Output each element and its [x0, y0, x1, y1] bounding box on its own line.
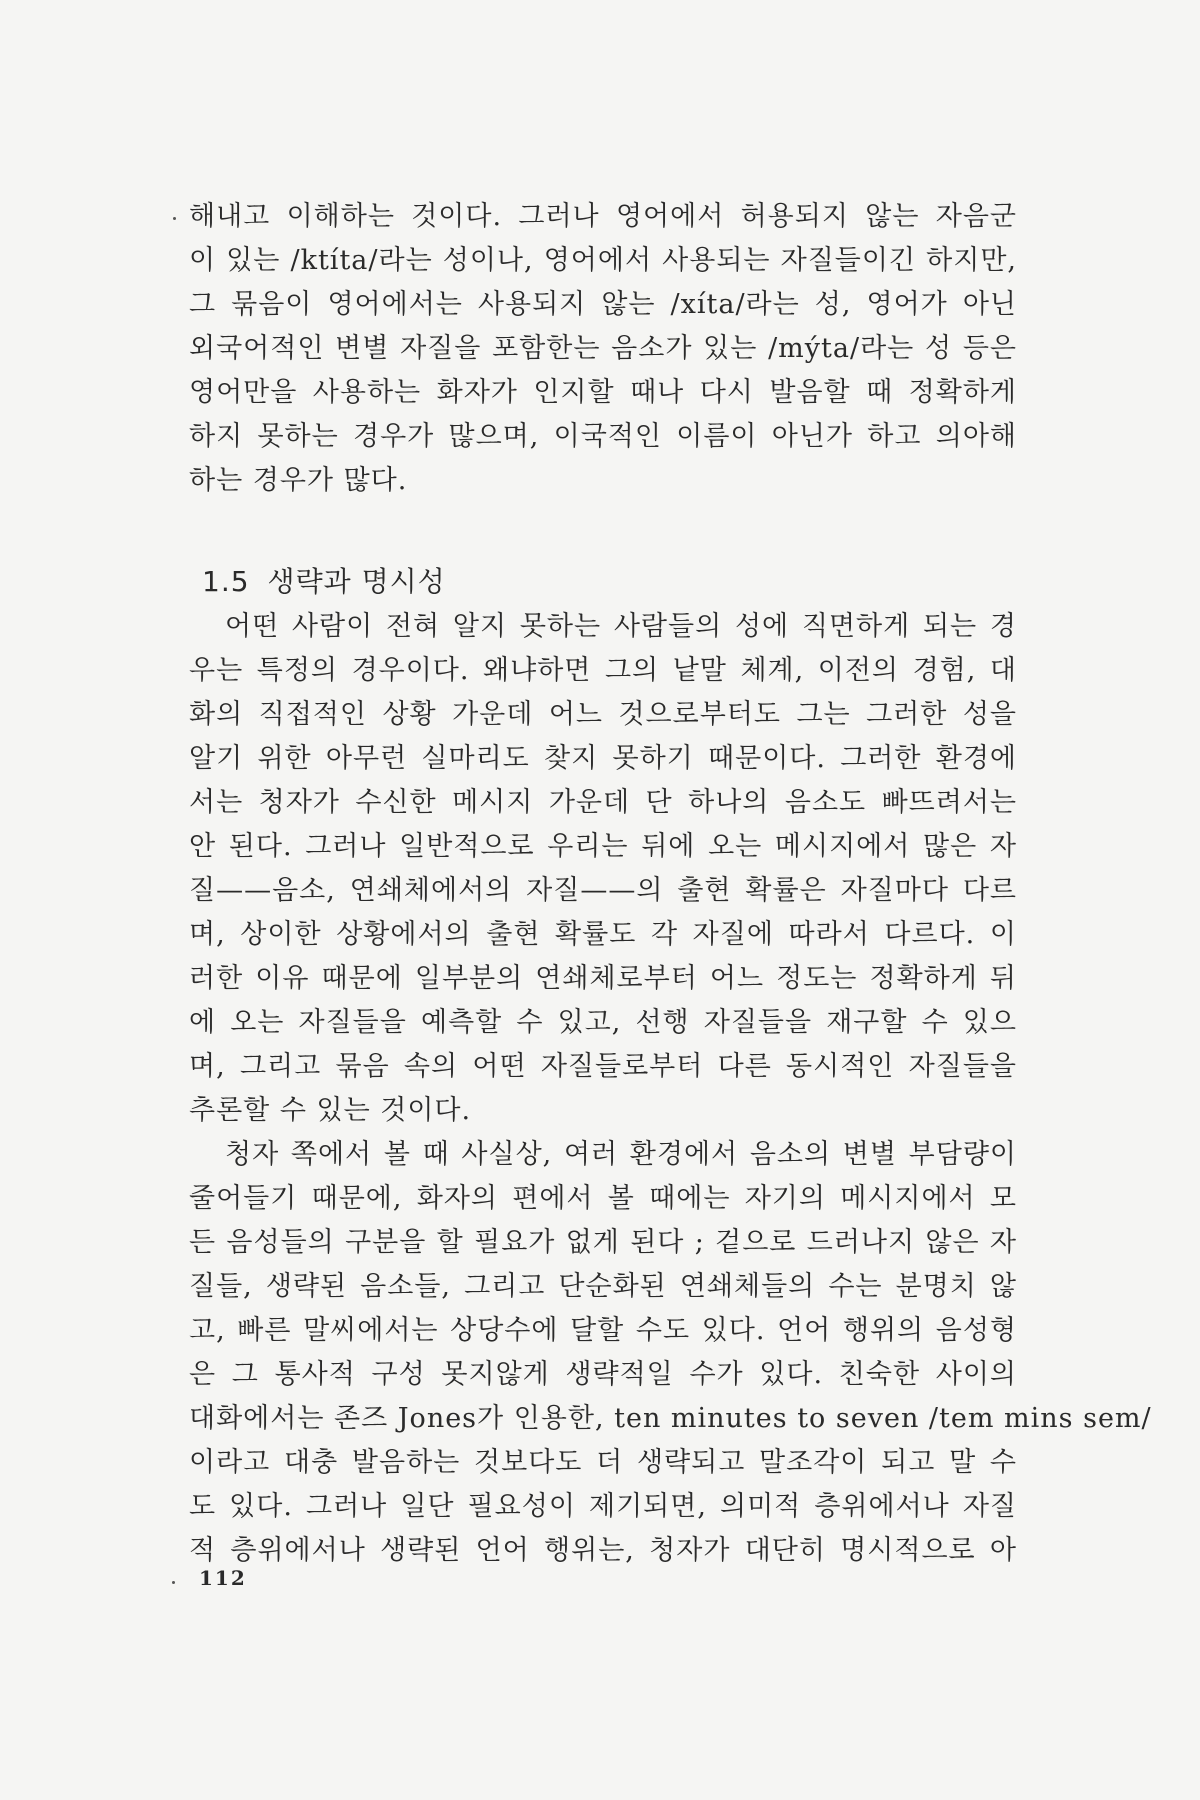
margin-dot: [172, 1581, 175, 1584]
text-line: 도 있다. 그러나 일단 필요성이 제기되면, 의미적 층위에서나 자질: [189, 1491, 1017, 1522]
text-line: 질——음소, 연쇄체에서의 자질——의 출현 확률은 자질마다 다르: [189, 875, 1017, 906]
text-line: 며, 그리고 묶음 속의 어떤 자질들로부터 다른 동시적인 자질들을: [189, 1051, 1017, 1082]
text-line: 고, 빠른 말씨에서는 상당수에 달할 수도 있다. 언어 행위의 음성형: [189, 1315, 1017, 1346]
text-line: 외국어적인 변별 자질을 포함한는 음소가 있는 /mýta/라는 성 등은: [189, 333, 1017, 364]
section-title: 생략과 명시성: [267, 565, 446, 598]
paragraph-2: [189, 605, 1017, 1133]
text-line: 그 묶음이 영어에서는 사용되지 않는 /xíta/라는 성, 영어가 아닌: [189, 289, 1017, 320]
section-heading: [202, 560, 446, 600]
text-line: 알기 위한 아무런 실마리도 찾지 못하기 때문이다. 그러한 환경에: [189, 743, 1017, 774]
text-line: 영어만을 사용하는 화자가 인지할 때나 다시 발음할 때 정확하게: [189, 377, 1017, 408]
margin-dot: [173, 217, 176, 220]
text-line: 이 있는 /ktíta/라는 성이나, 영어에서 사용되는 자질들이긴 하지만,: [189, 245, 1017, 276]
text-line: 적 층위에서나 생략된 언어 행위는, 청자가 대단히 명시적으로 아: [189, 1535, 1017, 1566]
text-line: 질들, 생략된 음소들, 그리고 단순화된 연쇄체들의 수는 분명치 않: [189, 1271, 1017, 1302]
text-line: 대화에서는 존즈 Jones가 인용한, ten minutes to seven /tem mins sem/: [189, 1403, 1152, 1434]
text-line: 안 된다. 그러나 일반적으로 우리는 뒤에 오는 메시지에서 많은 자: [189, 831, 1017, 862]
text-line: 추론할 수 있는 것이다.: [189, 1095, 472, 1126]
text-line: 어떤 사람이 전혀 알지 못하는 사람들의 성에 직면하게 되는 경: [225, 611, 1017, 642]
section-number: 1.5: [202, 565, 250, 598]
text-line: 우는 특정의 경우이다. 왜냐하면 그의 낱말 체계, 이전의 경험, 대: [189, 655, 1017, 686]
text-line: 며, 상이한 상황에서의 출현 확률도 각 자질에 따라서 다르다. 이: [189, 919, 1017, 950]
text-line: 청자 쪽에서 볼 때 사실상, 여러 환경에서 음소의 변별 부담량이: [225, 1139, 1017, 1170]
text-line: 은 그 통사적 구성 못지않게 생략적일 수가 있다. 친숙한 사이의: [189, 1359, 1017, 1390]
text-line: 하는 경우가 많다.: [189, 465, 408, 496]
paragraph-3: [189, 1133, 1152, 1573]
text-line: 해내고 이해하는 것이다. 그러나 영어에서 허용되지 않는 자음군: [189, 201, 1017, 232]
text-line: 에 오는 자질들을 예측할 수 있고, 선행 자질들을 재구할 수 있으: [189, 1007, 1017, 1038]
text-line: 러한 이유 때문에 일부분의 연쇄체로부터 어느 정도는 정확하게 뒤: [189, 963, 1017, 994]
page-number: 112: [199, 1566, 247, 1590]
paragraph-1: [189, 195, 1017, 503]
text-line: 든 음성들의 구분을 할 필요가 없게 된다 ; 겉으로 드러나지 않은 자: [189, 1227, 1017, 1258]
text-line: 화의 직접적인 상황 가운데 어느 것으로부터도 그는 그러한 성을: [189, 699, 1017, 730]
text-line: 서는 청자가 수신한 메시지 가운데 단 하나의 음소도 빠뜨려서는: [189, 787, 1017, 818]
text-line: 하지 못하는 경우가 많으며, 이국적인 이름이 아닌가 하고 의아해: [189, 421, 1017, 452]
text-line: 줄어들기 때문에, 화자의 편에서 볼 때에는 자기의 메시지에서 모: [189, 1183, 1017, 1214]
text-line: 이라고 대충 발음하는 것보다도 더 생략되고 말조각이 되고 말 수: [189, 1447, 1017, 1478]
